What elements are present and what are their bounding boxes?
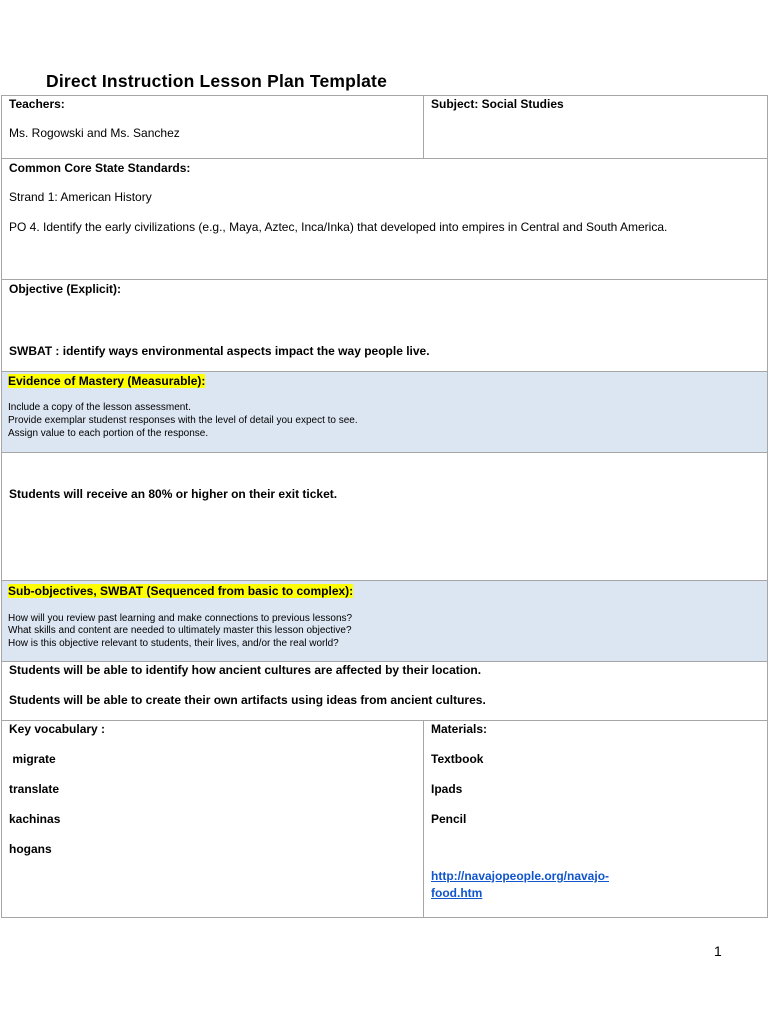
subobjectives-header-row xyxy=(1,581,768,662)
subobjectives-instruction: How will you review past learning and make connections to previous lessons? xyxy=(8,613,353,624)
page-title: Direct Instruction Lesson Plan Template xyxy=(46,71,388,91)
mastery-label: Evidence of Mastery (Measurable): xyxy=(8,374,206,388)
standards-row xyxy=(1,159,768,280)
materials-cell xyxy=(424,721,767,917)
subject-cell xyxy=(424,96,767,158)
materials-link[interactable]: http://navajopeople.org/navajo- xyxy=(431,869,610,883)
mastery-answer-row xyxy=(1,453,768,581)
subobjectives-items-row xyxy=(1,662,768,721)
subject-label: Subject: Social Studies xyxy=(431,97,564,111)
objective-swbat: SWBAT : identify ways environmental aspects impact the way people live. xyxy=(9,344,430,358)
mastery-instruction: Assign value to each portion of the response. xyxy=(8,428,209,439)
subobjectives-instruction: What skills and content are needed to ultimately master this lesson objective? xyxy=(8,625,352,636)
subobjectives-label: Sub-objectives, SWBAT (Sequenced from basic to complex): xyxy=(8,584,354,598)
subobjectives-instruction: How is this objective relevant to students, their lives, and/or the real world? xyxy=(8,638,339,649)
teachers-cell xyxy=(2,96,424,158)
subobjective-item: Students will be able to create their own artifacts using ideas from ancient cultures. xyxy=(9,693,486,707)
standards-label: Common Core State Standards: xyxy=(9,161,191,175)
materials-item: Pencil xyxy=(431,812,467,826)
teachers-subject-row xyxy=(1,96,768,159)
vocabulary-word: kachinas xyxy=(9,812,61,826)
subobjective-item: Students will be able to identify how ancient cultures are affected by their location. xyxy=(9,663,482,677)
materials-item: Ipads xyxy=(431,782,463,796)
mastery-answer: Students will receive an 80% or higher on their exit ticket. xyxy=(9,487,338,501)
mastery-header-row xyxy=(1,372,768,453)
teachers-value: Ms. Rogowski and Ms. Sanchez xyxy=(9,126,180,140)
vocabulary-label: Key vocabulary : xyxy=(9,722,106,736)
vocabulary-word: migrate xyxy=(9,752,56,766)
mastery-instruction: Include a copy of the lesson assessment. xyxy=(8,402,191,413)
materials-item: Textbook xyxy=(431,752,484,766)
objective-row xyxy=(1,280,768,372)
vocabulary-word: hogans xyxy=(9,842,52,856)
mastery-instruction: Provide exemplar studenst responses with the level of detail you expect to see. xyxy=(8,415,358,426)
standards-strand: Strand 1: American History xyxy=(9,190,152,204)
page-number: 1 xyxy=(714,943,722,959)
materials-link-continued[interactable]: food.htm xyxy=(431,886,483,900)
vocab-materials-row xyxy=(1,721,768,918)
vocabulary-cell xyxy=(2,721,424,917)
objective-label: Objective (Explicit): xyxy=(9,282,122,296)
lesson-plan-table xyxy=(1,95,768,918)
teachers-label: Teachers: xyxy=(9,97,65,111)
vocabulary-word: translate xyxy=(9,782,60,796)
materials-label: Materials: xyxy=(431,722,488,736)
standards-po: PO 4. Identify the early civilizations (e.g., Maya, Aztec, Inca/Inka) that developed into empires in Central and South America. xyxy=(9,220,668,234)
